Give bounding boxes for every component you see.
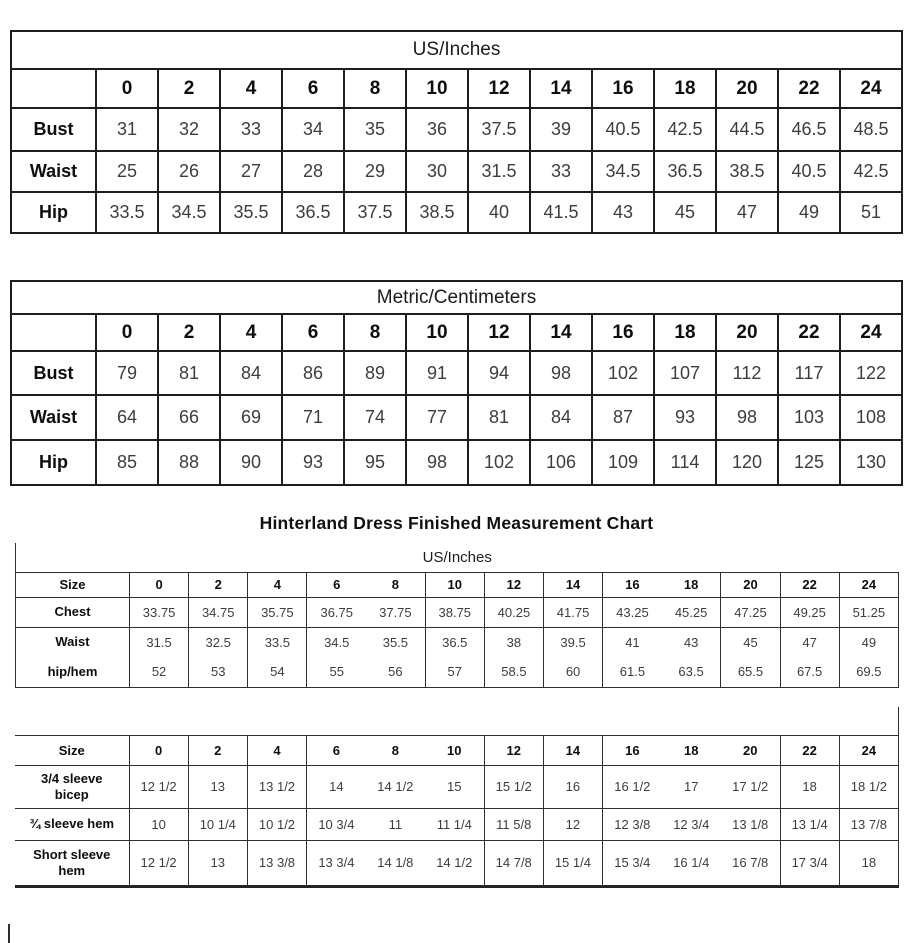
measurement-value: 36.5 bbox=[282, 192, 344, 233]
measurement-value: 84 bbox=[530, 395, 592, 440]
measurement-value: 51 bbox=[840, 192, 902, 233]
row-label: Waist bbox=[16, 627, 130, 657]
measurement-value: 40.25 bbox=[484, 597, 543, 627]
measurement-value: 102 bbox=[592, 351, 654, 395]
measurement-value: 13 1/8 bbox=[721, 808, 780, 840]
size-column-header: 8 bbox=[366, 735, 425, 765]
size-column-header: 6 bbox=[307, 572, 366, 597]
measurement-value: 98 bbox=[716, 395, 778, 440]
measurement-value: 41.5 bbox=[530, 192, 592, 233]
measurement-value: 33.5 bbox=[96, 192, 158, 233]
measurement-value: 53 bbox=[189, 657, 248, 687]
size-column-header: 20 bbox=[716, 69, 778, 108]
size-column-header: 18 bbox=[662, 735, 721, 765]
measurement-value: 15 1/4 bbox=[543, 840, 602, 886]
size-column-header: 8 bbox=[366, 572, 425, 597]
measurement-value: 10 1/4 bbox=[188, 808, 247, 840]
measurement-value: 81 bbox=[158, 351, 220, 395]
measurement-value: 13 7/8 bbox=[839, 808, 898, 840]
measurement-value: 33.75 bbox=[130, 597, 189, 627]
finished-us-inches-table bbox=[15, 543, 899, 688]
size-label-header: Size bbox=[16, 572, 130, 597]
size-column-header: 14 bbox=[530, 69, 592, 108]
measurement-value: 13 bbox=[188, 765, 247, 808]
size-column-header: 16 bbox=[592, 314, 654, 351]
size-column-header: 2 bbox=[189, 572, 248, 597]
measurement-value: 86 bbox=[282, 351, 344, 395]
border-artifact-right-overhang bbox=[898, 707, 900, 735]
measurement-value: 31.5 bbox=[468, 151, 530, 192]
measurement-value: 41 bbox=[603, 627, 662, 657]
size-column-header: 0 bbox=[129, 735, 188, 765]
size-column-header: 16 bbox=[603, 572, 662, 597]
measurement-value: 36.5 bbox=[425, 627, 484, 657]
measurement-value: 79 bbox=[96, 351, 158, 395]
measurement-value: 10 1/2 bbox=[247, 808, 306, 840]
measurement-value: 25 bbox=[96, 151, 158, 192]
measurement-value: 14 7/8 bbox=[484, 840, 543, 886]
measurement-value: 10 bbox=[129, 808, 188, 840]
measurement-value: 63.5 bbox=[662, 657, 721, 687]
measurement-value: 34.5 bbox=[158, 192, 220, 233]
measurement-value: 60 bbox=[543, 657, 602, 687]
size-column-header: 2 bbox=[188, 735, 247, 765]
measurement-value: 98 bbox=[406, 440, 468, 485]
size-column-header: 24 bbox=[840, 69, 902, 108]
measurement-value: 47 bbox=[716, 192, 778, 233]
measurement-value: 14 bbox=[307, 765, 366, 808]
measurement-value: 106 bbox=[530, 440, 592, 485]
measurement-value: 112 bbox=[716, 351, 778, 395]
measurement-value: 33 bbox=[220, 108, 282, 151]
measurement-value: 45 bbox=[721, 627, 780, 657]
measurement-value: 66 bbox=[158, 395, 220, 440]
size-chart-page bbox=[0, 30, 913, 943]
measurement-value: 36.5 bbox=[654, 151, 716, 192]
measurement-value: 107 bbox=[654, 351, 716, 395]
measurement-value: 40.5 bbox=[778, 151, 840, 192]
size-column-header: 24 bbox=[839, 735, 898, 765]
measurement-value: 98 bbox=[530, 351, 592, 395]
measurement-value: 16 1/2 bbox=[603, 765, 662, 808]
row-label: Waist bbox=[11, 395, 96, 440]
size-column-header: 6 bbox=[282, 69, 344, 108]
size-label-header: Size bbox=[15, 735, 129, 765]
measurement-value: 39.5 bbox=[543, 627, 602, 657]
measurement-value: 64 bbox=[96, 395, 158, 440]
measurement-value: 16 7/8 bbox=[721, 840, 780, 886]
measurement-value: 74 bbox=[344, 395, 406, 440]
sleeve-measurement-table bbox=[15, 735, 899, 888]
table-subtitle: US/Inches bbox=[11, 31, 902, 69]
table-subtitle: Metric/Centimeters bbox=[11, 281, 902, 314]
measurement-value: 87 bbox=[592, 395, 654, 440]
measurement-value: 33 bbox=[530, 151, 592, 192]
measurement-value: 88 bbox=[158, 440, 220, 485]
size-column-header: 20 bbox=[721, 735, 780, 765]
measurement-value: 12 bbox=[543, 808, 602, 840]
size-column-header: 12 bbox=[484, 572, 543, 597]
size-column-header: 10 bbox=[406, 69, 468, 108]
measurement-value: 51.25 bbox=[839, 597, 898, 627]
us-inches-size-table bbox=[10, 30, 913, 234]
row-label: Short sleeve hem bbox=[15, 840, 129, 886]
size-label-header bbox=[11, 69, 96, 108]
measurement-value: 69.5 bbox=[839, 657, 898, 687]
measurement-value: 38.5 bbox=[716, 151, 778, 192]
measurement-value: 93 bbox=[654, 395, 716, 440]
us-inches-body-table bbox=[10, 30, 903, 234]
measurement-value: 40 bbox=[468, 192, 530, 233]
finished-measurement-table bbox=[15, 543, 899, 688]
size-column-header: 0 bbox=[96, 69, 158, 108]
measurement-value: 12 1/2 bbox=[129, 765, 188, 808]
size-column-header: 22 bbox=[778, 69, 840, 108]
size-column-header: 4 bbox=[220, 69, 282, 108]
measurement-value: 37.5 bbox=[344, 192, 406, 233]
measurement-value: 13 3/8 bbox=[247, 840, 306, 886]
measurement-value: 77 bbox=[406, 395, 468, 440]
measurement-value: 37.5 bbox=[468, 108, 530, 151]
size-column-header: 14 bbox=[530, 314, 592, 351]
size-column-header: 18 bbox=[654, 314, 716, 351]
row-label: Hip bbox=[11, 192, 96, 233]
size-column-header: 16 bbox=[603, 735, 662, 765]
measurement-value: 26 bbox=[158, 151, 220, 192]
measurement-value: 43 bbox=[662, 627, 721, 657]
row-label: hip/hem bbox=[16, 657, 130, 687]
row-label: 3/4 sleeve bicep bbox=[15, 765, 129, 808]
measurement-value: 29 bbox=[344, 151, 406, 192]
size-column-header: 22 bbox=[780, 735, 839, 765]
us-inches-table-wrapper bbox=[10, 30, 913, 234]
size-column-header: 14 bbox=[543, 735, 602, 765]
measurement-value: 49 bbox=[839, 627, 898, 657]
measurement-value: 45 bbox=[654, 192, 716, 233]
row-label: ¾ sleeve hem bbox=[15, 808, 129, 840]
size-column-header: 0 bbox=[96, 314, 158, 351]
measurement-value: 61.5 bbox=[603, 657, 662, 687]
row-label: Waist bbox=[11, 151, 96, 192]
measurement-value: 85 bbox=[96, 440, 158, 485]
measurement-value: 69 bbox=[220, 395, 282, 440]
measurement-value: 12 3/4 bbox=[662, 808, 721, 840]
measurement-value: 81 bbox=[468, 395, 530, 440]
measurement-value: 38.5 bbox=[406, 192, 468, 233]
measurement-value: 42.5 bbox=[654, 108, 716, 151]
size-column-header: 4 bbox=[220, 314, 282, 351]
measurement-value: 18 bbox=[839, 840, 898, 886]
measurement-value: 49 bbox=[778, 192, 840, 233]
measurement-value: 11 5/8 bbox=[484, 808, 543, 840]
size-column-header: 12 bbox=[468, 314, 530, 351]
measurement-value: 117 bbox=[778, 351, 840, 395]
measurement-value: 95 bbox=[344, 440, 406, 485]
size-column-header: 10 bbox=[425, 735, 484, 765]
measurement-value: 34 bbox=[282, 108, 344, 151]
measurement-value: 33.5 bbox=[248, 627, 307, 657]
measurement-value: 130 bbox=[840, 440, 902, 485]
size-column-header: 20 bbox=[721, 572, 780, 597]
measurement-value: 34.5 bbox=[307, 627, 366, 657]
measurement-value: 44.5 bbox=[716, 108, 778, 151]
measurement-value: 40.5 bbox=[592, 108, 654, 151]
measurement-value: 27 bbox=[220, 151, 282, 192]
measurement-value: 14 1/2 bbox=[366, 765, 425, 808]
row-label: Hip bbox=[11, 440, 96, 485]
size-column-header: 18 bbox=[662, 572, 721, 597]
measurement-value: 120 bbox=[716, 440, 778, 485]
measurement-value: 94 bbox=[468, 351, 530, 395]
measurement-value: 32.5 bbox=[189, 627, 248, 657]
size-column-header: 2 bbox=[158, 314, 220, 351]
measurement-value: 43.25 bbox=[603, 597, 662, 627]
measurement-value: 41.75 bbox=[543, 597, 602, 627]
size-column-header: 10 bbox=[425, 572, 484, 597]
measurement-value: 31 bbox=[96, 108, 158, 151]
measurement-value: 16 1/4 bbox=[662, 840, 721, 886]
measurement-value: 15 bbox=[425, 765, 484, 808]
measurement-value: 17 1/2 bbox=[721, 765, 780, 808]
measurement-value: 103 bbox=[778, 395, 840, 440]
measurement-value: 55 bbox=[307, 657, 366, 687]
measurement-value: 71 bbox=[282, 395, 344, 440]
size-column-header: 24 bbox=[839, 572, 898, 597]
measurement-value: 18 1/2 bbox=[839, 765, 898, 808]
measurement-value: 102 bbox=[468, 440, 530, 485]
size-column-header: 8 bbox=[344, 314, 406, 351]
measurement-value: 57 bbox=[425, 657, 484, 687]
metric-cm-size-table bbox=[10, 280, 913, 486]
measurement-value: 65.5 bbox=[721, 657, 780, 687]
size-column-header: 22 bbox=[780, 572, 839, 597]
measurement-value: 31.5 bbox=[130, 627, 189, 657]
measurement-value: 108 bbox=[840, 395, 902, 440]
measurement-value: 114 bbox=[654, 440, 716, 485]
measurement-value: 109 bbox=[592, 440, 654, 485]
measurement-value: 38.75 bbox=[425, 597, 484, 627]
measurement-value: 84 bbox=[220, 351, 282, 395]
sleeve-measurement-table-wrapper bbox=[15, 735, 899, 888]
size-column-header: 4 bbox=[247, 735, 306, 765]
table-subtitle: US/Inches bbox=[16, 543, 899, 572]
size-column-header: 8 bbox=[344, 69, 406, 108]
size-column-header: 18 bbox=[654, 69, 716, 108]
measurement-value: 15 3/4 bbox=[603, 840, 662, 886]
metric-cm-table-wrapper bbox=[10, 280, 913, 486]
measurement-value: 49.25 bbox=[780, 597, 839, 627]
finished-measurement-table-wrapper bbox=[15, 543, 899, 688]
measurement-value: 18 bbox=[780, 765, 839, 808]
measurement-value: 14 1/8 bbox=[366, 840, 425, 886]
measurement-value: 58.5 bbox=[484, 657, 543, 687]
measurement-value: 36.75 bbox=[307, 597, 366, 627]
measurement-value: 35.5 bbox=[220, 192, 282, 233]
measurement-value: 32 bbox=[158, 108, 220, 151]
measurement-value: 12 3/8 bbox=[603, 808, 662, 840]
size-column-header: 16 bbox=[592, 69, 654, 108]
measurement-value: 14 1/2 bbox=[425, 840, 484, 886]
measurement-value: 122 bbox=[840, 351, 902, 395]
measurement-value: 38 bbox=[484, 627, 543, 657]
measurement-value: 67.5 bbox=[780, 657, 839, 687]
size-column-header: 12 bbox=[468, 69, 530, 108]
measurement-value: 37.75 bbox=[366, 597, 425, 627]
size-label-header bbox=[11, 314, 96, 351]
measurement-value: 30 bbox=[406, 151, 468, 192]
measurement-value: 42.5 bbox=[840, 151, 902, 192]
size-column-header: 2 bbox=[158, 69, 220, 108]
measurement-value: 13 1/4 bbox=[780, 808, 839, 840]
row-label: Bust bbox=[11, 351, 96, 395]
row-label: Chest bbox=[16, 597, 130, 627]
measurement-value: 54 bbox=[248, 657, 307, 687]
size-column-header: 20 bbox=[716, 314, 778, 351]
size-column-header: 0 bbox=[130, 572, 189, 597]
size-column-header: 12 bbox=[484, 735, 543, 765]
measurement-value: 35 bbox=[344, 108, 406, 151]
measurement-value: 90 bbox=[220, 440, 282, 485]
measurement-value: 34.75 bbox=[189, 597, 248, 627]
measurement-value: 47 bbox=[780, 627, 839, 657]
sleeve-measurements-table bbox=[15, 735, 899, 888]
measurement-value: 36 bbox=[406, 108, 468, 151]
measurement-value: 43 bbox=[592, 192, 654, 233]
measurement-value: 46.5 bbox=[778, 108, 840, 151]
measurement-value: 10 3/4 bbox=[307, 808, 366, 840]
measurement-value: 47.25 bbox=[721, 597, 780, 627]
measurement-value: 34.5 bbox=[592, 151, 654, 192]
size-column-header: 14 bbox=[543, 572, 602, 597]
measurement-value: 28 bbox=[282, 151, 344, 192]
measurement-value: 11 bbox=[366, 808, 425, 840]
measurement-value: 39 bbox=[530, 108, 592, 151]
size-column-header: 22 bbox=[778, 314, 840, 351]
measurement-value: 16 bbox=[543, 765, 602, 808]
measurement-value: 91 bbox=[406, 351, 468, 395]
row-label: Bust bbox=[11, 108, 96, 151]
measurement-value: 52 bbox=[130, 657, 189, 687]
measurement-value: 125 bbox=[778, 440, 840, 485]
size-column-header: 6 bbox=[282, 314, 344, 351]
size-column-header: 4 bbox=[248, 572, 307, 597]
measurement-value: 48.5 bbox=[840, 108, 902, 151]
size-column-header: 24 bbox=[840, 314, 902, 351]
measurement-value: 12 1/2 bbox=[129, 840, 188, 886]
measurement-value: 17 3/4 bbox=[780, 840, 839, 886]
chart-title: Hinterland Dress Finished Measurement Chart bbox=[259, 513, 654, 533]
metric-cm-body-table bbox=[10, 280, 903, 486]
measurement-value: 35.75 bbox=[248, 597, 307, 627]
measurement-value: 17 bbox=[662, 765, 721, 808]
size-column-header: 6 bbox=[307, 735, 366, 765]
measurement-value: 89 bbox=[344, 351, 406, 395]
measurement-value: 13 1/2 bbox=[247, 765, 306, 808]
measurement-value: 93 bbox=[282, 440, 344, 485]
measurement-value: 13 3/4 bbox=[307, 840, 366, 886]
border-artifact-bottom-left bbox=[8, 924, 10, 943]
measurement-value: 45.25 bbox=[662, 597, 721, 627]
measurement-value: 56 bbox=[366, 657, 425, 687]
measurement-value: 13 bbox=[188, 840, 247, 886]
measurement-value: 35.5 bbox=[366, 627, 425, 657]
measurement-value: 11 1/4 bbox=[425, 808, 484, 840]
measurement-value: 15 1/2 bbox=[484, 765, 543, 808]
size-column-header: 10 bbox=[406, 314, 468, 351]
